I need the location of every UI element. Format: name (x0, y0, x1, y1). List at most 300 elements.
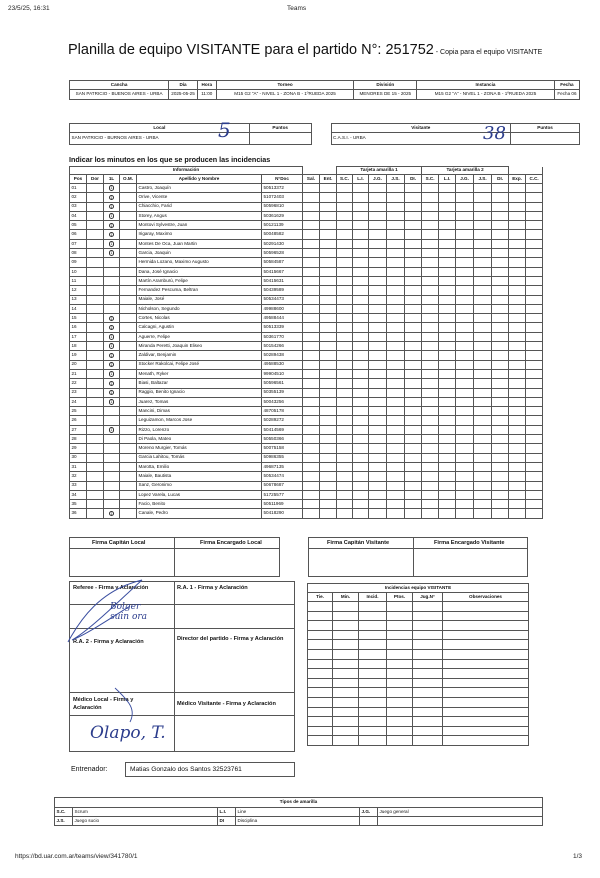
player-incident-cell (303, 490, 320, 499)
player-pos: 26 (70, 416, 87, 425)
player-incident-cell (369, 369, 387, 378)
player-incident-cell (474, 490, 492, 499)
player-doc: 50415631 (262, 276, 303, 285)
player-incident-cell (439, 397, 456, 406)
player-incident-cell (353, 267, 369, 276)
incidents-cell (333, 649, 359, 659)
incidents-cell (443, 611, 529, 621)
player-incident-cell (526, 407, 543, 416)
player-name: Juarez, Tomas (137, 397, 262, 406)
match-info-header: Instancia (417, 81, 555, 90)
player-name: Nicholson, Segundo (137, 304, 262, 313)
player-row (70, 351, 543, 360)
incidents-cell (443, 621, 529, 631)
player-incident-cell (353, 332, 369, 341)
yellow-types-table (54, 797, 543, 826)
player-incident-cell (492, 444, 509, 453)
player-om (120, 267, 137, 276)
player-incident-cell (439, 360, 456, 369)
player-doc: 49588530 (262, 360, 303, 369)
player-incident-cell (456, 481, 474, 490)
player-row (70, 425, 543, 434)
player-incident-cell (405, 407, 422, 416)
player-incident-cell (320, 490, 337, 499)
player-incident-cell (422, 472, 439, 481)
player-incident-cell (439, 369, 456, 378)
player-incident-cell (474, 314, 492, 323)
player-dor (87, 193, 104, 202)
player-incident-cell (422, 444, 439, 453)
incidents-cell (413, 678, 443, 688)
player-incident-cell (353, 379, 369, 388)
player-name: Garcia Lahitou, Tomás (137, 453, 262, 462)
incidents-visitor-table (307, 583, 529, 746)
player-incident-cell (509, 351, 526, 360)
player-incident-cell (337, 369, 353, 378)
player-incident-cell (456, 258, 474, 267)
incidents-cell (413, 630, 443, 640)
player-incident-cell (337, 230, 353, 239)
player-incident-cell (526, 379, 543, 388)
player-incident-cell (526, 286, 543, 295)
player-pos: 34 (70, 490, 87, 499)
player-doc: 50513372 (262, 184, 303, 193)
player-incident-cell (439, 323, 456, 332)
player-pos: 12 (70, 286, 87, 295)
player-incident-cell (353, 369, 369, 378)
player-pos: 23 (70, 388, 87, 397)
player-incident-cell (456, 472, 474, 481)
player-incident-cell (369, 202, 387, 211)
player-incident-cell (526, 462, 543, 471)
player-incident-cell (422, 453, 439, 462)
player-incident-cell (492, 379, 509, 388)
incidents-row (308, 697, 529, 707)
player-incident-cell (474, 416, 492, 425)
player-incident-cell (456, 369, 474, 378)
player-incident-cell (369, 239, 387, 248)
first-line-marker: 1 (110, 242, 113, 247)
player-dor (87, 435, 104, 444)
incidents-row (308, 630, 529, 640)
player-incident-cell (387, 425, 405, 434)
player-doc: 49687135 (262, 462, 303, 471)
player-incident-cell (405, 323, 422, 332)
player-incident-cell (474, 258, 492, 267)
player-om (120, 500, 137, 509)
player-incident-cell (320, 258, 337, 267)
player-pos: 32 (70, 472, 87, 481)
player-incident-cell (353, 490, 369, 499)
player-dor (87, 490, 104, 499)
player-incident-cell (320, 453, 337, 462)
player-incident-cell (337, 407, 353, 416)
incidents-cell (308, 602, 333, 612)
player-incident-cell (337, 286, 353, 295)
player-incident-cell (337, 221, 353, 230)
player-incident-cell (422, 258, 439, 267)
player-incident-cell (422, 379, 439, 388)
player-incident-cell (405, 249, 422, 258)
player-name: Montes De Oca, Juan Martin (137, 239, 262, 248)
player-incident-cell (353, 351, 369, 360)
player-name: Dana, José Ignacio (137, 267, 262, 276)
player-row (70, 314, 543, 323)
first-line-marker: 1 (110, 372, 113, 377)
player-incident-cell (369, 481, 387, 490)
player-name: Calcagni, Agustin (137, 323, 262, 332)
incidents-cell (333, 640, 359, 650)
player-incident-cell (422, 500, 439, 509)
player-incident-cell (369, 490, 387, 499)
player-row (70, 407, 543, 416)
player-incident-cell (439, 230, 456, 239)
player-incident-cell (387, 202, 405, 211)
incidents-cell (333, 621, 359, 631)
player-row (70, 211, 543, 220)
player-incident-cell (526, 342, 543, 351)
player-incident-cell (526, 472, 543, 481)
player-dor (87, 407, 104, 416)
player-incident-cell (353, 388, 369, 397)
incidents-cell (359, 630, 387, 640)
referee-label: Referee - Firma y Aclaración (73, 585, 149, 591)
player-incident-cell (405, 388, 422, 397)
player-name: Facio, Benito (137, 500, 262, 509)
player-incident-cell (353, 481, 369, 490)
player-incident-cell (387, 258, 405, 267)
player-incident-cell (353, 425, 369, 434)
player-incident-cell (474, 453, 492, 462)
player-incident-cell (320, 184, 337, 193)
player-om (120, 342, 137, 351)
incidents-cell (333, 736, 359, 746)
player-incident-cell (320, 239, 337, 248)
player-row (70, 444, 543, 453)
player-incident-cell (492, 453, 509, 462)
first-line-marker: 1 (110, 316, 113, 321)
player-incident-cell (405, 258, 422, 267)
player-row (70, 184, 543, 193)
yellow-type-desc: Juego sucio (73, 817, 218, 826)
first-line-marker: 1 (110, 390, 113, 395)
player-incident-cell (456, 388, 474, 397)
player-incident-cell (422, 221, 439, 230)
players-column-header: J.S. (474, 175, 492, 184)
player-incident-cell (474, 202, 492, 211)
player-om (120, 379, 137, 388)
player-incident-cell (422, 267, 439, 276)
player-1l (104, 425, 120, 434)
match-info-value: Fecha 06 (554, 90, 579, 100)
player-incident-cell (405, 184, 422, 193)
player-incident-cell (387, 286, 405, 295)
player-name: Garcia, Joaquin (137, 249, 262, 258)
player-row (70, 360, 543, 369)
player-incident-cell (303, 304, 320, 313)
player-incident-cell (405, 360, 422, 369)
yellow-type-desc: Disciplina (236, 817, 360, 826)
player-incident-cell (526, 314, 543, 323)
player-incident-cell (337, 500, 353, 509)
player-incident-cell (422, 193, 439, 202)
player-dor (87, 397, 104, 406)
incidents-cell (413, 707, 443, 717)
player-incident-cell (405, 239, 422, 248)
player-incident-cell (353, 342, 369, 351)
player-incident-cell (320, 286, 337, 295)
first-line-marker: 1 (110, 381, 113, 386)
player-incident-cell (526, 211, 543, 220)
incidents-cell (308, 611, 333, 621)
incidents-row (308, 602, 529, 612)
player-incident-cell (422, 388, 439, 397)
player-incident-cell (369, 276, 387, 285)
player-incident-cell (320, 304, 337, 313)
incidents-cell (333, 611, 359, 621)
player-incident-cell (456, 202, 474, 211)
player-dor (87, 388, 104, 397)
incidents-row (308, 621, 529, 631)
player-om (120, 258, 137, 267)
player-incident-cell (439, 332, 456, 341)
player-incident-cell (369, 388, 387, 397)
player-incident-cell (387, 211, 405, 220)
incidents-cell (308, 630, 333, 640)
player-incident-cell (369, 360, 387, 369)
incidents-cell (387, 669, 413, 679)
incidents-cell (387, 611, 413, 621)
medico-signature: Olapo, T. (90, 723, 166, 743)
player-incident-cell (369, 444, 387, 453)
player-incident-cell (456, 249, 474, 258)
player-row (70, 509, 543, 518)
player-incident-cell (422, 481, 439, 490)
player-row (70, 193, 543, 202)
players-column-header: S.C. (337, 175, 353, 184)
incidents-row (308, 678, 529, 688)
player-incident-cell (422, 184, 439, 193)
player-incident-cell (369, 462, 387, 471)
incidents-column-header: Observaciones (443, 593, 529, 602)
player-incident-cell (509, 184, 526, 193)
incidents-cell (308, 717, 333, 727)
player-incident-cell (387, 481, 405, 490)
player-1l (104, 360, 120, 369)
player-incident-cell (526, 239, 543, 248)
players-column-header: Dor (87, 175, 104, 184)
player-incident-cell (337, 295, 353, 304)
player-1l (104, 509, 120, 518)
player-incident-cell (303, 332, 320, 341)
player-incident-cell (320, 323, 337, 332)
incidents-cell (359, 640, 387, 650)
player-pos: 19 (70, 351, 87, 360)
match-info-header: Torneo (216, 81, 354, 90)
player-incident-cell (320, 221, 337, 230)
player-pos: 02 (70, 193, 87, 202)
player-row (70, 332, 543, 341)
player-incident-cell (456, 435, 474, 444)
player-1l (104, 295, 120, 304)
player-incident-cell (387, 276, 405, 285)
player-incident-cell (526, 397, 543, 406)
player-incident-cell (320, 369, 337, 378)
player-incident-cell (405, 286, 422, 295)
player-incident-cell (369, 221, 387, 230)
incidents-cell (308, 678, 333, 688)
yellow-type-code: DI (218, 817, 236, 826)
player-incident-cell (509, 276, 526, 285)
player-incident-cell (369, 267, 387, 276)
incidents-row (308, 659, 529, 669)
player-incident-cell (369, 249, 387, 258)
player-incident-cell (337, 416, 353, 425)
player-1l (104, 351, 120, 360)
player-incident-cell (492, 342, 509, 351)
player-incident-cell (387, 453, 405, 462)
first-line-marker: 1 (110, 186, 113, 191)
match-info-header: Día (169, 81, 198, 90)
player-incident-cell (303, 314, 320, 323)
players-column-header: Pos (70, 175, 87, 184)
incidents-heading: Indicar los minutos en los que se producen las incidencias (69, 155, 271, 164)
player-1l (104, 416, 120, 425)
player-doc: 50534474 (262, 472, 303, 481)
player-om (120, 304, 137, 313)
page-title (68, 41, 542, 59)
player-incident-cell (387, 230, 405, 239)
player-incident-cell (387, 444, 405, 453)
player-incident-cell (369, 332, 387, 341)
player-doc: 50154266 (262, 342, 303, 351)
player-incident-cell (337, 258, 353, 267)
player-incident-cell (320, 444, 337, 453)
player-incident-cell (474, 286, 492, 295)
player-incident-cell (474, 462, 492, 471)
incidents-cell (387, 688, 413, 698)
player-incident-cell (492, 286, 509, 295)
player-om (120, 202, 137, 211)
player-name: Cortes, Nicolas (137, 314, 262, 323)
players-column-header: L.I. (353, 175, 369, 184)
player-doc: 50596561 (262, 379, 303, 388)
player-incident-cell (320, 416, 337, 425)
incidents-cell (333, 717, 359, 727)
yellow-type-code: J.S. (55, 817, 73, 826)
player-incident-cell (422, 286, 439, 295)
player-incident-cell (320, 276, 337, 285)
player-incident-cell (422, 397, 439, 406)
player-incident-cell (456, 453, 474, 462)
player-incident-cell (369, 379, 387, 388)
player-doc: 49588444 (262, 314, 303, 323)
player-incident-cell (439, 304, 456, 313)
player-incident-cell (509, 258, 526, 267)
player-incident-cell (474, 397, 492, 406)
player-name: Stocker Rakolcai, Felipe José (137, 360, 262, 369)
player-incident-cell (405, 332, 422, 341)
player-incident-cell (337, 342, 353, 351)
player-name: Aguerre, Felipe (137, 332, 262, 341)
player-incident-cell (320, 435, 337, 444)
player-om (120, 276, 137, 285)
first-line-marker: 1 (110, 195, 113, 200)
incidents-cell (443, 640, 529, 650)
player-incident-cell (320, 397, 337, 406)
player-1l (104, 407, 120, 416)
player-incident-cell (456, 500, 474, 509)
player-pos: 13 (70, 295, 87, 304)
incidents-row (308, 688, 529, 698)
incidents-column-header: Jug.N° (413, 593, 443, 602)
player-incident-cell (509, 267, 526, 276)
player-incident-cell (526, 221, 543, 230)
incidents-row (308, 640, 529, 650)
player-om (120, 230, 137, 239)
players-column-header: J.G. (369, 175, 387, 184)
player-incident-cell (320, 211, 337, 220)
player-incident-cell (387, 388, 405, 397)
player-pos: 21 (70, 369, 87, 378)
incidents-row (308, 736, 529, 746)
incidents-column-header: Incid. (359, 593, 387, 602)
player-row (70, 369, 543, 378)
player-row (70, 416, 543, 425)
player-incident-cell (422, 276, 439, 285)
player-incident-cell (405, 500, 422, 509)
player-incident-cell (492, 472, 509, 481)
player-incident-cell (439, 267, 456, 276)
player-incident-cell (387, 323, 405, 332)
player-incident-cell (526, 481, 543, 490)
signature-strokes (60, 560, 210, 760)
player-doc: 50596810 (262, 202, 303, 211)
player-incident-cell (320, 267, 337, 276)
player-incident-cell (353, 314, 369, 323)
first-line-marker: 1 (110, 428, 113, 433)
player-incident-cell (387, 351, 405, 360)
player-incident-cell (474, 323, 492, 332)
player-om (120, 416, 137, 425)
trainer-label: Entrenador: (71, 766, 108, 773)
player-1l (104, 453, 120, 462)
player-incident-cell (405, 481, 422, 490)
players-column-header: Ent. (320, 175, 337, 184)
player-incident-cell (405, 509, 422, 518)
sig-encargado-visitante: Firma Encargado Visitante (434, 540, 505, 546)
player-doc: 50439589 (262, 286, 303, 295)
incidents-row (308, 726, 529, 736)
player-incident-cell (474, 351, 492, 360)
yellow-type-row (55, 817, 543, 826)
incidents-cell (308, 669, 333, 679)
player-dor (87, 425, 104, 434)
player-incident-cell (422, 360, 439, 369)
player-row (70, 490, 543, 499)
player-incident-cell (509, 230, 526, 239)
players-column-header: DI. (405, 175, 422, 184)
player-row (70, 379, 543, 388)
player-dor (87, 332, 104, 341)
player-incident-cell (320, 388, 337, 397)
player-incident-cell (474, 379, 492, 388)
player-om (120, 453, 137, 462)
player-pos: 17 (70, 332, 87, 341)
player-incident-cell (337, 202, 353, 211)
players-column-header: J.S. (387, 175, 405, 184)
player-incident-cell (456, 267, 474, 276)
